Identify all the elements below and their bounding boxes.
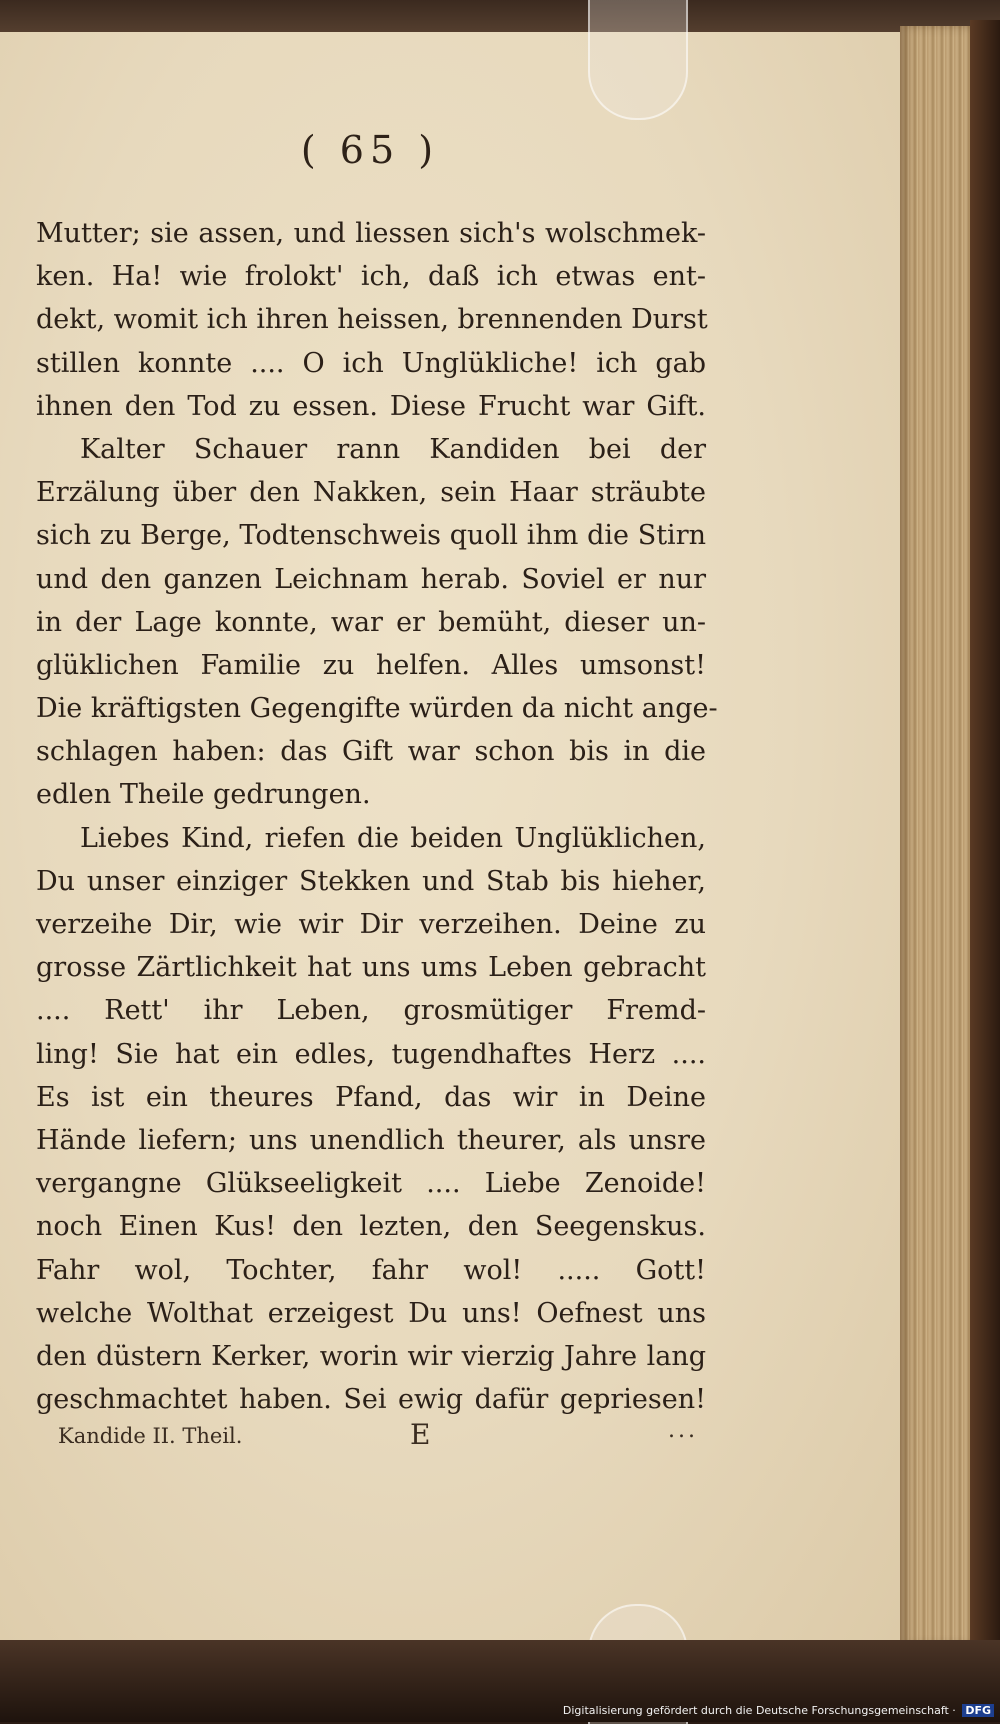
text-line: noch Einen Kus! den lezten, den Seegenskus. [36, 1211, 706, 1243]
text-line: in der Lage konnte, war er bemüht, dieser un- [36, 606, 706, 638]
text-line: edlen Theile gedrungen. [36, 779, 371, 811]
text-line: Du unser einziger Stekken und Stab bis hieher, [36, 865, 706, 897]
text-line: Erzälung über den Nakken, sein Haar sträubte [36, 477, 706, 509]
text-line: den düstern Kerker, worin wir vierzig Jahre lang [36, 1340, 706, 1372]
dfg-logo: DFG [962, 1704, 994, 1717]
text-line: Hände liefern; uns unendlich theurer, als unsre [36, 1124, 706, 1156]
signature-line: Kandide II. Theil. [58, 1424, 243, 1448]
text-line: Es ist ein theures Pfand, das wir in Deine [36, 1081, 706, 1113]
text-line: .... Rett' ihr Leben, grosmütiger Fremd- [36, 995, 706, 1027]
text-line: geschmachtet haben. Sei ewig dafür gepriesen! [36, 1384, 706, 1416]
text-line: Die kräftigsten Gegengifte würden da nicht ange- [36, 693, 718, 725]
book-cover-edge [970, 20, 1000, 1650]
text-line: grosse Zärtlichkeit hat uns ums Leben gebracht [36, 952, 706, 984]
digitization-credit [563, 1704, 994, 1717]
text-line: Mutter; sie assen, und liessen sich's wolschmek- [36, 218, 706, 249]
text-line: ihnen den Tod zu essen. Diese Frucht war Gift. [36, 390, 706, 422]
credit-text: Digitalisierung gefördert durch die Deutsche Forschungsgemeinschaft · [562, 1704, 956, 1717]
book-clip-top [588, 0, 688, 120]
text-line: ling! Sie hat ein edles, tugendhaftes Herz .... [36, 1038, 706, 1070]
catchword: ... [668, 1418, 698, 1443]
text-line: stillen konnte .... O ich Unglükliche! ich gab [36, 347, 706, 379]
text-line: glüklichen Familie zu helfen. Alles umsonst! [36, 649, 706, 681]
text-line: ken. Ha! wie frolokt' ich, daß ich etwas ent- [36, 261, 706, 293]
page-block-edge [900, 26, 970, 1646]
text-line: Kalter Schauer rann Kandiden bei der [80, 433, 706, 465]
text-line: dekt, womit ich ihren heissen, brennenden Durst [36, 304, 708, 336]
page-footer [58, 1418, 698, 1460]
text-line: und den ganzen Leichnam herab. Soviel er nur [36, 563, 706, 595]
text-line: sich zu Berge, Todtenschweis quoll ihm die Stirn [36, 520, 706, 552]
page-number: ( 65 ) [300, 128, 440, 172]
text-line: schlagen haben: das Gift war schon bis in die [36, 736, 706, 768]
text-line: welche Wolthat erzeigest Du uns! Oefnest uns [36, 1297, 706, 1329]
signature-mark: E [410, 1418, 431, 1451]
text-line: verzeihe Dir, wie wir Dir verzeihen. Deine zu [36, 909, 706, 940]
text-block [36, 212, 718, 1421]
text-line: Liebes Kind, riefen die beiden Unglüklichen, [80, 822, 706, 854]
text-line: vergangne Glükseeligkeit .... Liebe Zenoide! [36, 1168, 706, 1200]
text-line: Fahr wol, Tochter, fahr wol! ..... Gott! [36, 1254, 706, 1286]
